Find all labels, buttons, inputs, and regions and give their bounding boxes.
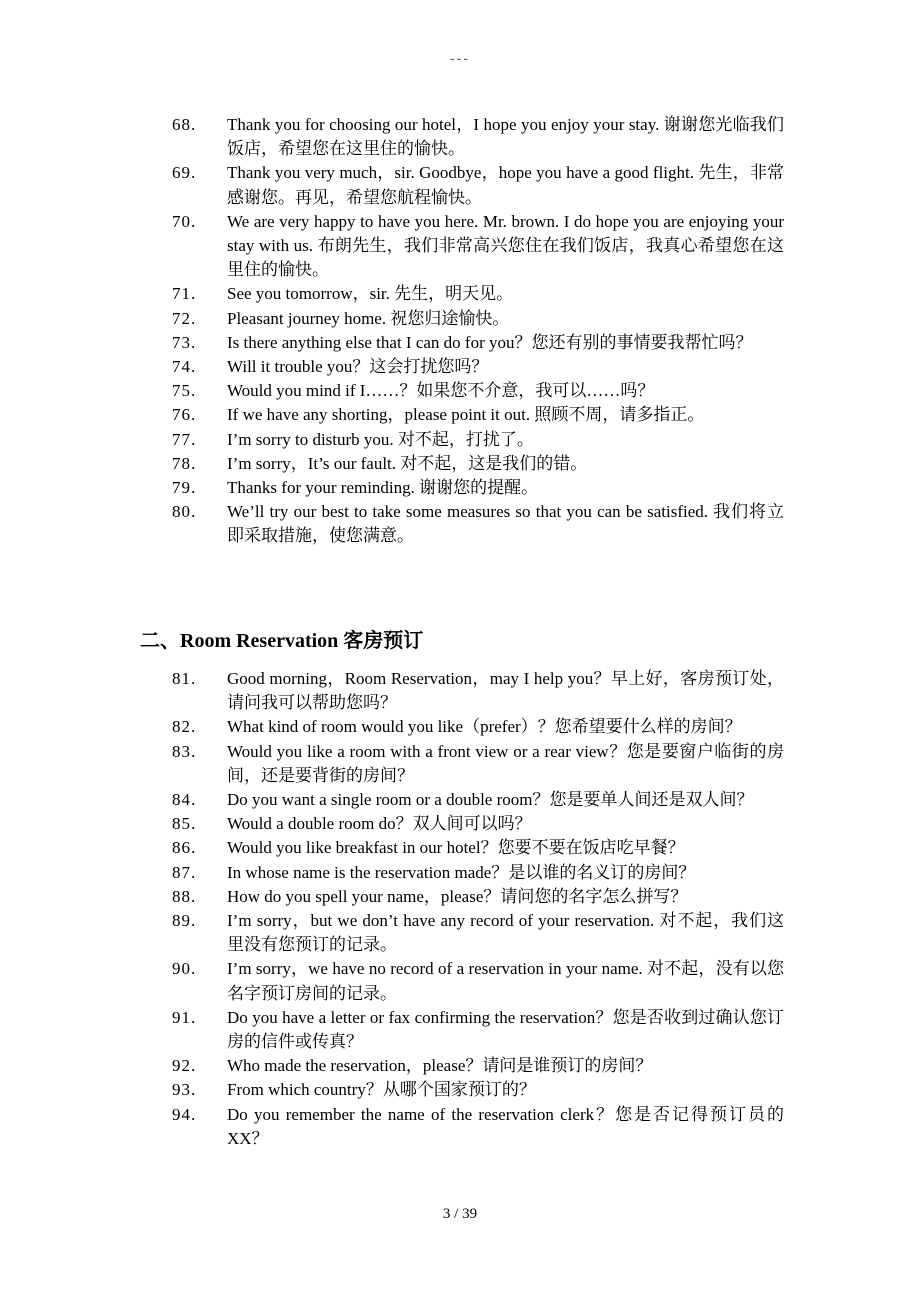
list-item — [172, 331, 784, 355]
phrase-list-closing — [172, 113, 784, 549]
item-number: 93. — [172, 1080, 197, 1100]
item-number: 83. — [172, 741, 197, 761]
item-number: 77. — [172, 429, 197, 449]
item-text: From which country？从哪个国家预订的？ — [227, 1080, 536, 1100]
item-text: What kind of room would you like（prefer）？您希望要什么样的房间？ — [227, 717, 742, 737]
item-number: 89. — [172, 911, 197, 931]
item-number: 94. — [172, 1104, 197, 1124]
item-text: We are very happy to have you here. Mr. brown. I do hope you are enjoying your stay with us. 布朗先生，我们非常高兴您住在我们饭店，我真心希望您在这里住的愉快。 — [227, 211, 784, 280]
item-text: We’ll try our best to take some measures so that you can be satisfied. 我们将立即采取措施，使您满意。 — [227, 502, 784, 546]
list-item — [172, 210, 784, 283]
phrase-list-room-reservation — [172, 667, 784, 1151]
list-item — [172, 1078, 784, 1102]
item-number: 91. — [172, 1007, 197, 1027]
list-item — [172, 355, 784, 379]
list-item — [172, 307, 784, 331]
list-item — [172, 161, 784, 209]
list-item — [172, 836, 784, 860]
item-number: 86. — [172, 838, 197, 858]
item-text: If we have any shorting，please point it out. 照顾不周，请多指正。 — [227, 405, 705, 425]
list-item — [172, 500, 784, 548]
item-text: Pleasant journey home. 祝您归途愉快。 — [227, 308, 510, 328]
list-item — [172, 740, 784, 788]
header-mark: --- — [450, 50, 470, 66]
item-text: I’m sorry，we have no record of a reservation in your name. 对不起，没有以您名字预订房间的记录。 — [227, 959, 784, 1003]
list-item — [172, 282, 784, 306]
item-text: Do you remember the name of the reservation clerk？您是否记得预订员的XX？ — [227, 1104, 784, 1148]
list-item — [172, 885, 784, 909]
item-number: 69. — [172, 163, 197, 183]
item-number: 80. — [172, 502, 197, 522]
item-text: Is there anything else that I can do for you？您还有别的事情要我帮忙吗？ — [227, 332, 753, 352]
item-text: Would you like breakfast in our hotel？您要不要在饭店吃早餐？ — [227, 838, 685, 858]
item-number: 79. — [172, 478, 197, 498]
item-text: Who made the reservation，please？请问是谁预订的房间？ — [227, 1056, 653, 1076]
item-number: 82. — [172, 717, 197, 737]
item-text: Would a double room do？双人间可以吗？ — [227, 814, 532, 834]
item-text: Will it trouble you？这会打扰您吗？ — [227, 357, 489, 377]
item-text: In whose name is the reservation made？是以谁的名义订的房间？ — [227, 862, 696, 882]
list-item — [172, 715, 784, 739]
list-item — [172, 667, 784, 715]
item-text: How do you spell your name，please？请问您的名字怎么拼写？ — [227, 886, 688, 906]
list-item — [172, 1006, 784, 1054]
item-number: 85. — [172, 814, 197, 834]
item-number: 76. — [172, 405, 197, 425]
item-number: 70. — [172, 211, 197, 231]
list-item — [172, 452, 784, 476]
item-text: Good morning，Room Reservation，may I help you？早上好，客房预订处，请问我可以帮助您吗？ — [227, 669, 784, 713]
list-item — [172, 476, 784, 500]
item-text: Do you want a single room or a double room？您是要单人间还是双人间？ — [227, 790, 754, 810]
item-number: 72. — [172, 308, 197, 328]
list-item — [172, 113, 784, 161]
item-number: 88. — [172, 886, 197, 906]
list-item — [172, 812, 784, 836]
item-number: 84. — [172, 790, 197, 810]
list-item — [172, 403, 784, 427]
item-text: Do you have a letter or fax confirming the reservation？您是否收到过确认您订房的信件或传真？ — [227, 1007, 784, 1052]
item-text: I’m sorry，It’s our fault. 对不起，这是我们的错。 — [227, 453, 588, 473]
item-text: Thanks for your reminding. 谢谢您的提醒。 — [227, 478, 539, 498]
item-number: 78. — [172, 453, 197, 473]
item-text: I’m sorry to disturb you. 对不起，打扰了。 — [227, 429, 534, 449]
item-text: Would you mind if I……？如果您不介意，我可以……吗？ — [227, 381, 655, 401]
list-item — [172, 1103, 784, 1151]
item-number: 75. — [172, 381, 197, 401]
item-number: 81. — [172, 669, 197, 688]
item-number: 71. — [172, 284, 197, 304]
item-text: Would you like a room with a front view or a rear view？您是要窗户临街的房间，还是要背街的房间？ — [227, 741, 784, 785]
item-text: Thank you very much，sir. Goodbye，hope you have a good flight. 先生，非常感谢您。再见，希望您航程愉快。 — [227, 163, 784, 207]
section-heading: 二、Room Reservation 客房预订 — [140, 630, 424, 652]
list-item — [172, 957, 784, 1005]
item-number: 73. — [172, 332, 197, 352]
list-item — [172, 909, 784, 957]
item-number: 68. — [172, 115, 197, 134]
list-item — [172, 788, 784, 812]
item-number: 90. — [172, 959, 197, 979]
item-number: 74. — [172, 357, 197, 377]
list-item — [172, 428, 784, 452]
item-text: Thank you for choosing our hotel，I hope you enjoy your stay. 谢谢您光临我们饭店，希望您在这里住的愉快。 — [227, 115, 784, 159]
item-text: I’m sorry，but we don’t have any record of your reservation. 对不起，我们这里没有您预订的记录。 — [227, 911, 784, 955]
list-item — [172, 379, 784, 403]
list-item — [172, 861, 784, 885]
item-number: 92. — [172, 1056, 197, 1076]
item-text: See you tomorrow，sir. 先生，明天见。 — [227, 284, 514, 304]
item-number: 87. — [172, 862, 197, 882]
list-item — [172, 1054, 784, 1078]
page-number: 3 / 39 — [442, 1206, 478, 1222]
